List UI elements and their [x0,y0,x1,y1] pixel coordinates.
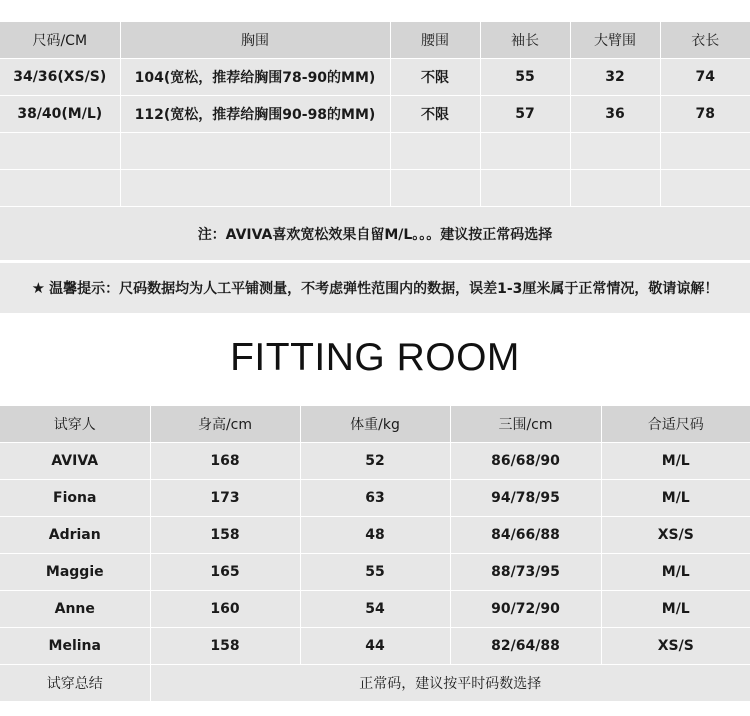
fitting-row [0,591,750,628]
model-weight: 52 [300,443,450,480]
size-cell: 34/36(XS/S) [0,59,120,96]
model-height: 168 [150,443,300,480]
sleeve-cell: 55 [480,59,570,96]
size-chart-header: 袖长 [480,22,570,59]
model-name: Adrian [0,517,150,554]
model-name: Maggie [0,554,150,591]
model-name: AVIVA [0,443,150,480]
star-icon: ★ [31,279,46,297]
size-chart-row [0,59,750,96]
summary-label: 试穿总结 [0,665,150,702]
model-size: M/L [601,443,750,480]
empty-cell [120,170,390,207]
empty-cell [570,133,660,170]
fitting-row [0,554,750,591]
model-height: 158 [150,517,300,554]
model-size: XS/S [601,517,750,554]
size-chart-row [0,96,750,133]
sleeve-cell: 57 [480,96,570,133]
upper-arm-cell: 36 [570,96,660,133]
empty-cell [0,133,120,170]
model-weight: 54 [300,591,450,628]
size-chart-header: 衣长 [660,22,750,59]
model-height: 160 [150,591,300,628]
waist-cell: 不限 [390,96,480,133]
tip-banner [0,263,750,313]
waist-cell: 不限 [390,59,480,96]
size-chart-header: 大臂围 [570,22,660,59]
model-measurements: 84/66/88 [450,517,601,554]
model-measurements: 90/72/90 [450,591,601,628]
model-measurements: 86/68/90 [450,443,601,480]
size-chart-note: 注：AVIVA喜欢宽松效果自留M/L。。。建议按正常码选择 [0,207,750,261]
fitting-row [0,480,750,517]
size-chart-empty-row [0,133,750,170]
model-height: 173 [150,480,300,517]
model-weight: 63 [300,480,450,517]
fitting-header: 三围/cm [450,406,601,443]
empty-cell [660,133,750,170]
model-name: Melina [0,628,150,665]
model-size: M/L [601,480,750,517]
fitting-header-row [0,406,750,443]
empty-cell [0,170,120,207]
size-chart-header-row [0,22,750,59]
model-size: M/L [601,554,750,591]
empty-cell [480,133,570,170]
length-cell: 74 [660,59,750,96]
model-size: XS/S [601,628,750,665]
fitting-header: 合适尺码 [601,406,750,443]
model-name: Anne [0,591,150,628]
empty-cell [390,170,480,207]
fitting-header: 试穿人 [0,406,150,443]
size-chart-empty-row [0,170,750,207]
size-chart-header: 胸围 [120,22,390,59]
size-chart-table [0,22,750,261]
fitting-row [0,517,750,554]
model-measurements: 94/78/95 [450,480,601,517]
fitting-header: 体重/kg [300,406,450,443]
size-chart-header: 腰围 [390,22,480,59]
chest-cell: 104(宽松，推荐给胸围78-90的MM) [120,59,390,96]
empty-cell [660,170,750,207]
fitting-row [0,443,750,480]
empty-cell [390,133,480,170]
fitting-header: 身高/cm [150,406,300,443]
fitting-room-title: FITTING ROOM [230,336,520,379]
length-cell: 78 [660,96,750,133]
upper-arm-cell: 32 [570,59,660,96]
model-size: M/L [601,591,750,628]
model-weight: 48 [300,517,450,554]
chest-cell: 112(宽松，推荐给胸围90-98的MM) [120,96,390,133]
tip-text: 温馨提示：尺码数据均为人工平铺测量，不考虑弹性范围内的数据，误差1-3厘米属于正常情况，敬请谅解！ [49,281,719,297]
model-height: 158 [150,628,300,665]
summary-text: 正常码，建议按平时码数选择 [150,665,750,702]
fitting-summary-row [0,665,750,702]
fitting-row [0,628,750,665]
model-weight: 55 [300,554,450,591]
model-name: Fiona [0,480,150,517]
size-cell: 38/40(M/L) [0,96,120,133]
model-measurements: 88/73/95 [450,554,601,591]
model-weight: 44 [300,628,450,665]
model-measurements: 82/64/88 [450,628,601,665]
empty-cell [570,170,660,207]
empty-cell [120,133,390,170]
size-chart-note-row [0,207,750,261]
size-chart-header: 尺码/CM [0,22,120,59]
empty-cell [480,170,570,207]
model-height: 165 [150,554,300,591]
fitting-room-table [0,406,750,702]
